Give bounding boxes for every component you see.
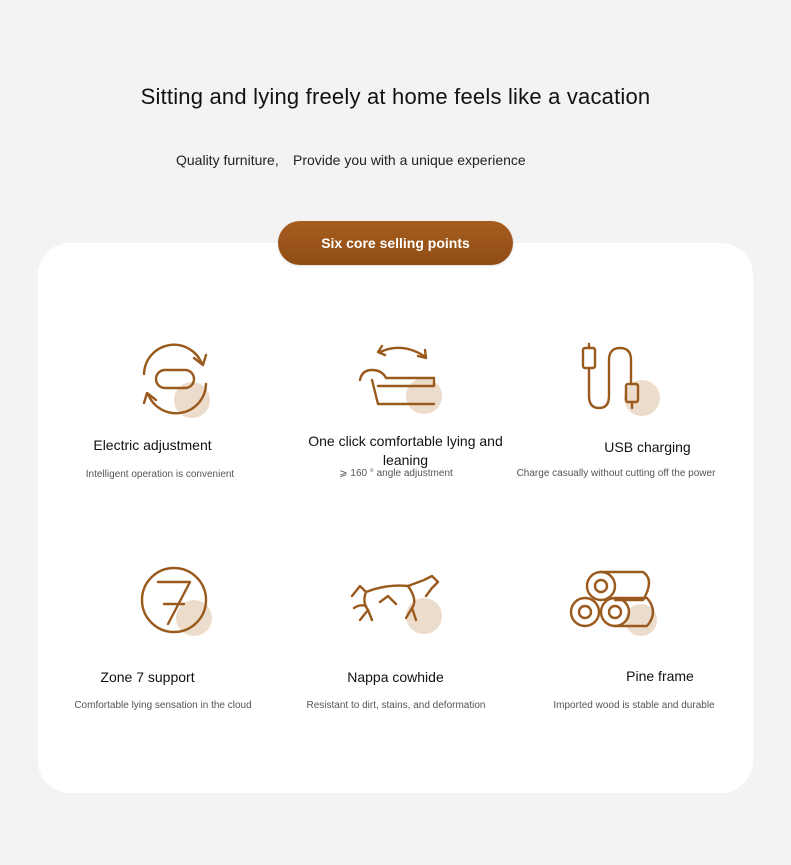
reclining-chair-icon: [352, 336, 448, 418]
feature-title-zone-7: Zone 7 support: [100, 669, 195, 685]
seven-circle-icon: [134, 562, 220, 642]
feature-desc-pine-frame: Imported wood is stable and durable: [553, 700, 715, 711]
feature-title-electric-adjustment: Electric adjustment: [93, 437, 212, 453]
subtitle-part-quality: Quality furniture,: [176, 152, 279, 168]
feature-desc-usb-charging: Charge casually without cutting off the power: [516, 468, 716, 479]
feature-desc-zone-7: Comfortable lying sensation in the cloud: [74, 700, 252, 711]
rotate-arrows-icon: [130, 338, 220, 420]
feature-title-pine-frame: Pine frame: [626, 668, 694, 684]
feature-title-reclining: One click comfortable lying and leaning: [308, 433, 503, 468]
feature-desc-nappa-cowhide: Resistant to dirt, stains, and deformation: [306, 700, 486, 711]
page-headline: Sitting and lying freely at home feels like a vacation: [140, 84, 651, 109]
subtitle-part-experience: Provide you with a unique experience: [293, 152, 526, 168]
feature-desc-electric-adjustment: Intelligent operation is convenient: [85, 469, 235, 480]
section-badge: Six core selling points: [278, 221, 513, 265]
feature-title-usb-charging: USB charging: [604, 439, 691, 455]
wood-logs-icon: [565, 566, 661, 636]
usb-cable-icon: [574, 340, 666, 420]
cow-icon: [346, 566, 446, 640]
feature-desc-reclining: ⩾ 160 ° angle adjustment: [339, 468, 453, 479]
feature-title-nappa-cowhide: Nappa cowhide: [347, 669, 444, 685]
